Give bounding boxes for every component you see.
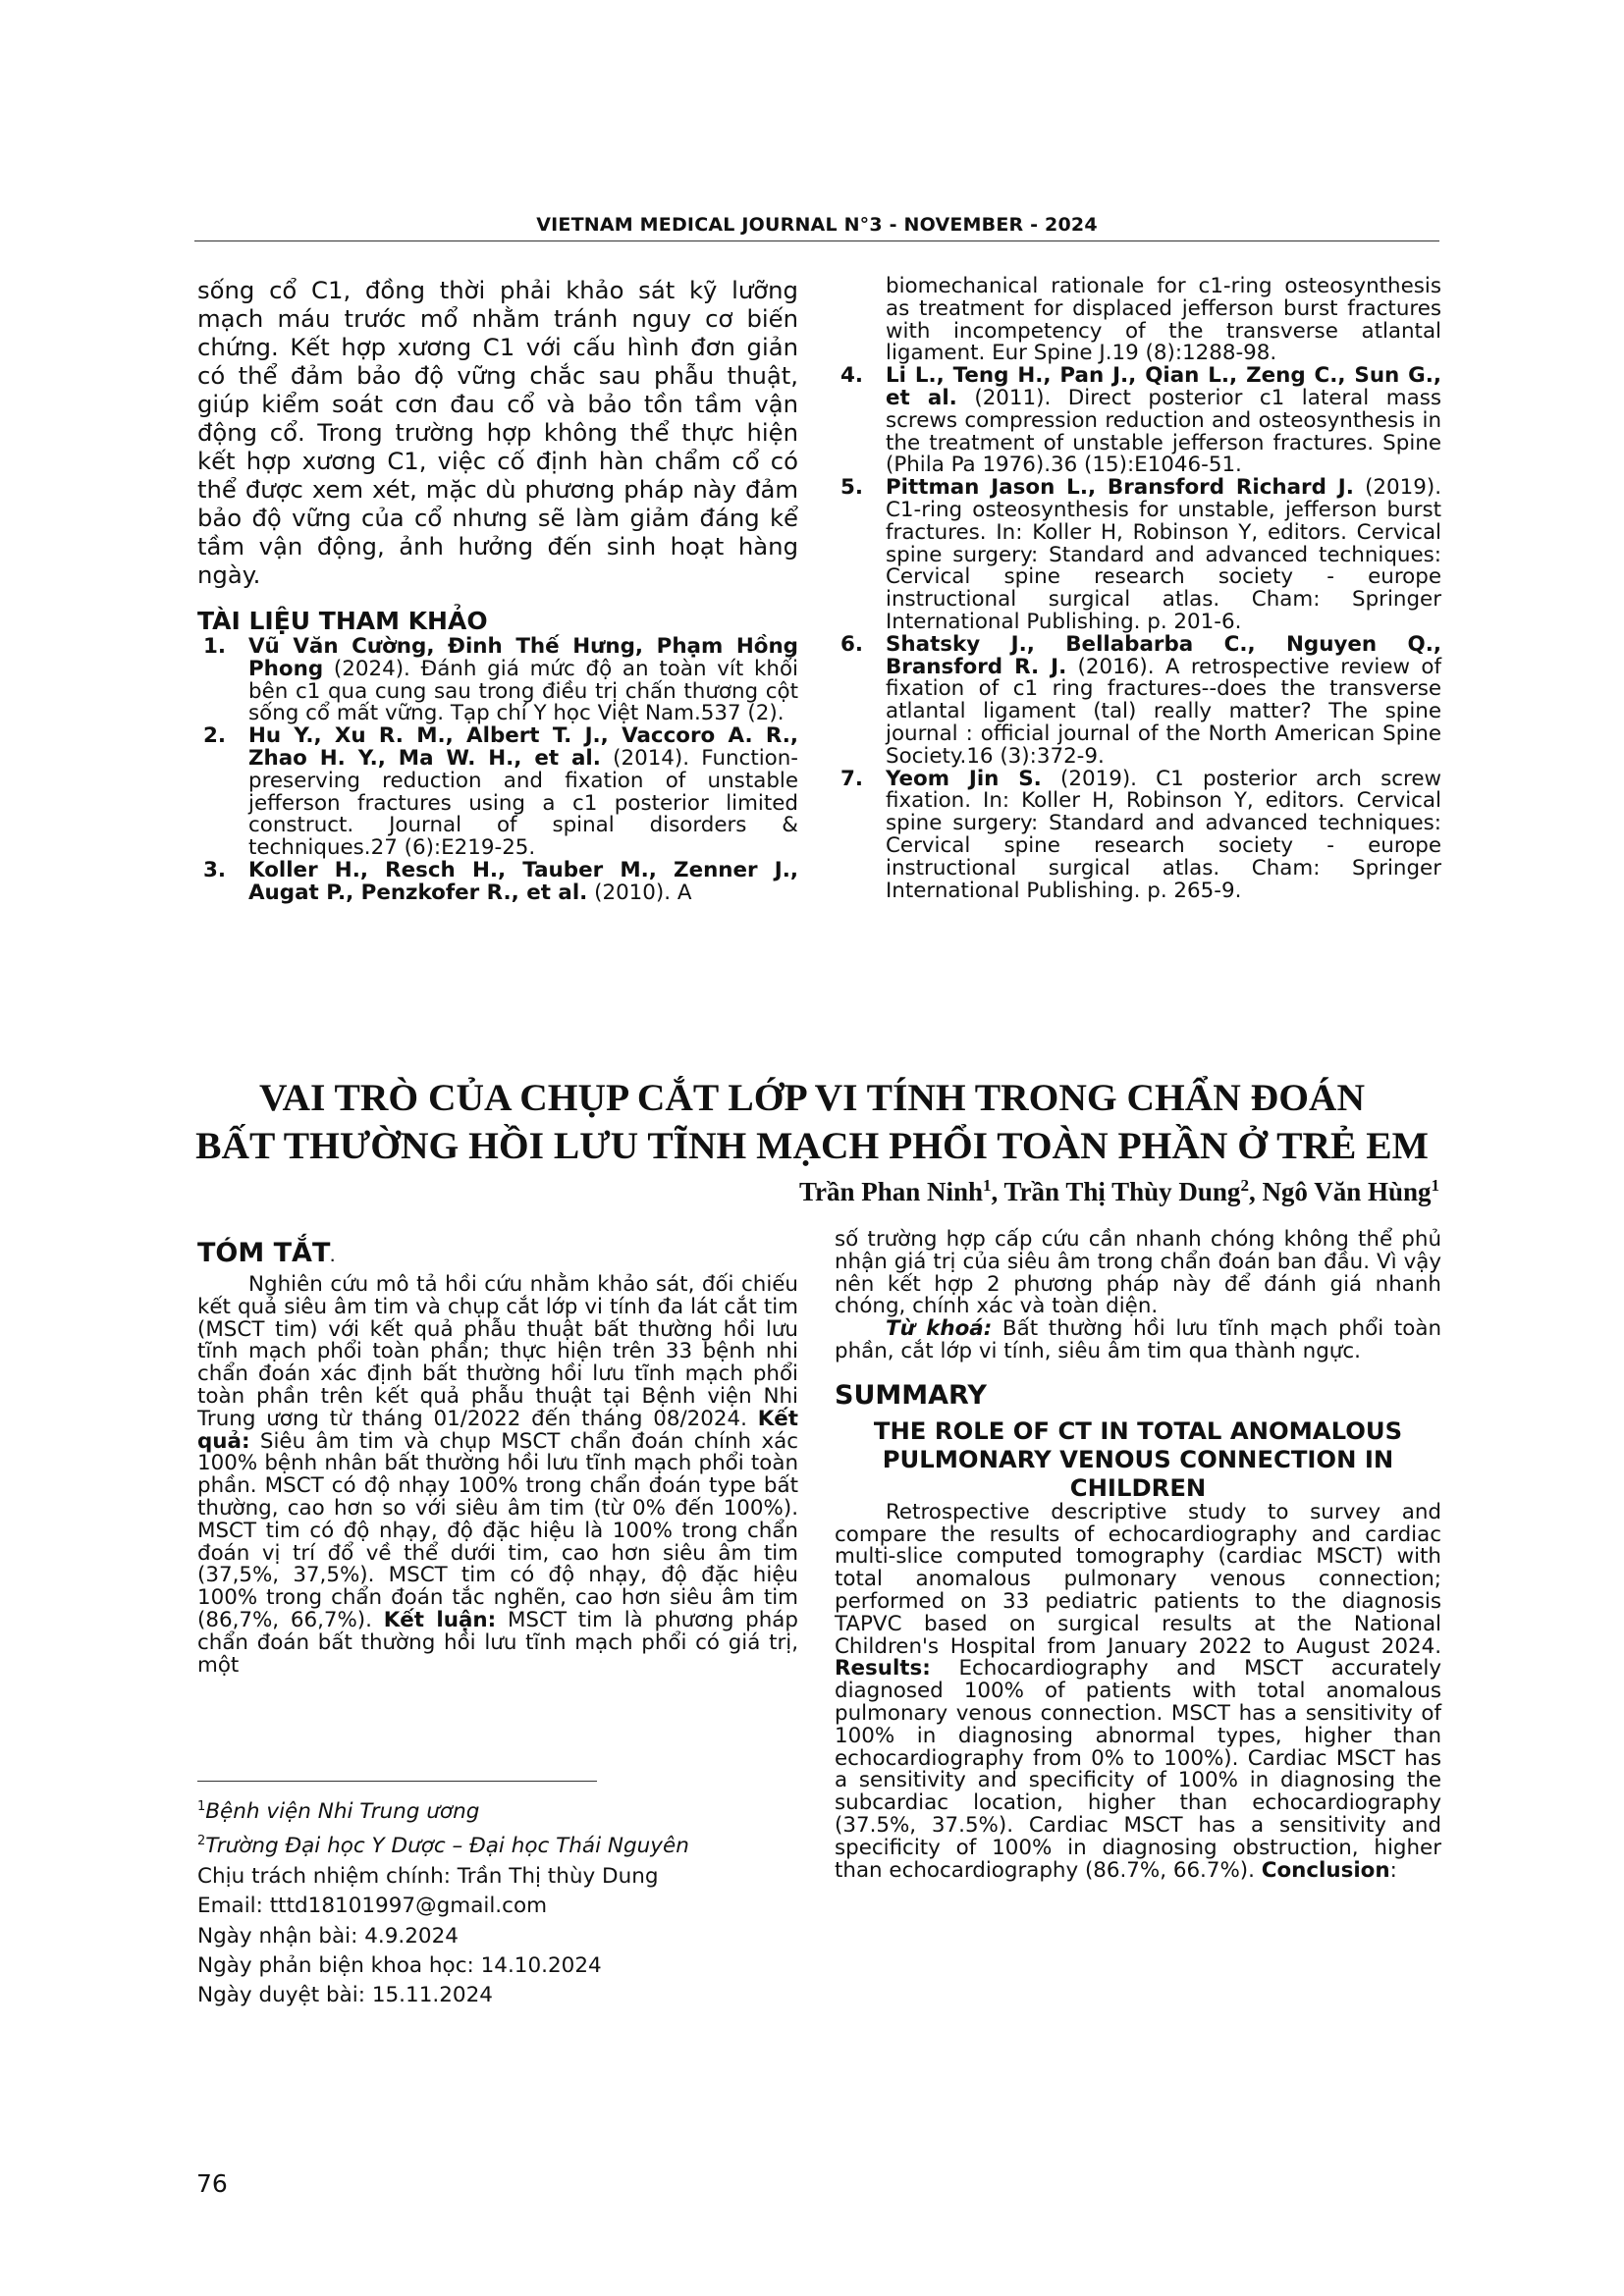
abstract-heading: TÓM TẮT. [197, 1238, 335, 1268]
top-left-column [197, 276, 798, 905]
discussion-paragraph: sống cổ C1, đồng thời phải khảo sát kỹ lưỡng mạch máu trước mổ nhằm tránh nguy cơ biến chứng. Kết hợp xương C1 với cấu hình đơn giản có thể đảm bảo độ vững chắc sau phẫu thuật, giúp kiểm soát cơn đau cổ và bảo tồn tầm vận động cổ. Trong trường hợp không thể thực hiện kết hợp xương C1, việc cố định hàn chẩm cổ có thể được xem xét, mặc dù phương pháp này đảm bảo độ vững của cổ nhưng sẽ làm giảm đáng kể tầm vận động, ảnh hưởng đến sinh hoạt hàng ngày. [197, 276, 798, 589]
article-title-line: BẤT THƯỜNG HỒI LƯU TĨNH MẠCH PHỔI TOÀN PHẦN Ở TRẺ EM [195, 1124, 1429, 1167]
journal-header: VIETNAM MEDICAL JOURNAL N°3 - NOVEMBER - 2024 [536, 214, 1098, 236]
author-name: Trần Thị Thùy Dung [1003, 1177, 1241, 1206]
date-accepted: Ngày duyệt bài: 15.11.2024 [197, 1983, 493, 2008]
abstract-continuation: số trường hợp cấp cứu cần nhanh chóng không thể phủ nhận giá trị của siêu âm trong chẩn đoán ban đầu. Vì vậy nên kết hợp 2 phương pháp này để đánh giá nhanh chóng, chính xác và toàn diện. [835, 1227, 1441, 1319]
email: Email: tttd18101997@gmail.com [197, 1894, 548, 1919]
article-title [147, 1074, 1477, 1170]
summary-title: THE ROLE OF CT IN TOTAL ANOMALOUS PULMONARY VENOUS CONNECTION IN CHILDREN [873, 1415, 1403, 1502]
header-rule [194, 240, 1439, 241]
summary-heading: SUMMARY [835, 1379, 987, 1411]
summary-paragraph: Retrospective descriptive study to survey and compare the results of echocardiography and cardiac multi-slice computed tomography (cardiac MSCT) with total anomalous pulmonary venous connection; performed on 33 pediatric patients to the diagnosis TAPVC based on surgical results at the National Children's Hospital from January 2022 to August 2024. Results: Echocardiography and MSCT accurately diagnosed 100% of patients with total anomalous pulmonary venous connection. MSCT has a sensitivity of 100% in diagnosing abnormal types, higher than echocardiography from 0% to 100%). Cardiac MSCT has a sensitivity and specificity of 100% in diagnosing the subcardiac location, higher than echocardiography (37.5%, 37.5%). Cardiac MSCT has a sensitivity and specificity of 100% in diagnosing obstruction, higher than echocardiography (86.7%, 66.7%). Conclusion: [835, 1499, 1441, 1883]
reference-item: 4. Li L., Teng H., Pan J., Qian L., Zeng C., Sun G., et al. (2011). Direct posterior c1 lateral mass screws compression reduction and osteosynthesis in the treatment of unstable jefferson fractures. Spine (Phila Pa 1976).36 (15):E1046-51. [840, 363, 1441, 478]
keywords: Từ khoá: Bất thường hồi lưu tĩnh mạch phổi toàn phần, cắt lớp vi tính, siêu âm tim qua thành ngực. [835, 1316, 1442, 1363]
reference-item: 6. Shatsky J., Bellabarba C., Nguyen Q., Bransford R. J. (2016). A retrospective review of fixation of c1 ring fractures--does the transverse atlantal ligament (tal) really matter? The spine journal : official journal of the North American Spine Society.16 (3):372-9. [840, 631, 1441, 769]
references-list-right [835, 276, 1441, 902]
article-title-line: VAI TRÒ CỦA CHỤP CẮT LỚP VI TÍNH TRONG CHẨN ĐOÁN [259, 1076, 1365, 1119]
date-received: Ngày nhận bài: 4.9.2024 [197, 1923, 459, 1949]
date-reviewed: Ngày phản biện khoa học: 14.10.2024 [197, 1952, 602, 1978]
reference-item: 2. Hu Y., Xu R. M., Albert T. J., Vaccoro A. R., Zhao H. Y., Ma W. H., et al. (2014). Function-preserving reduction and fixation of unstable jefferson fractures using a c1 posterior limited construct. Journal of spinal disorders & techniques.27 (6):E219-25. [203, 723, 799, 861]
affiliation-2: $^2$Trường Đại học Y Dược – Đại học Thái Nguyên [197, 1834, 689, 1859]
reference-item: 7. Yeom Jin S. (2019). C1 posterior arch screw fixation. In: Koller H, Robinson Y, editors. Cervical spine surgery: Standard and advanced techniques: Cervical spine research society - europe instructional surgical atlas. Cham: Springer International Publishing. p. 265-9. [840, 766, 1441, 903]
reference-continuation: biomechanical rationale for c1-ring osteosynthesis as treatment for displaced jefferson burst fractures with incompetency of the transverse atlantal ligament. Eur Spine J.19 (8):1288-98. [886, 274, 1441, 366]
abstract-paragraph: Nghiên cứu mô tả hồi cứu nhằm khảo sát, đối chiếu kết quả siêu âm tim và chụp cắt lớp vi tính đa lát cắt tim (MSCT tim) với kết quả phẫu thuật bất thường hồi lưu tĩnh mạch phổi toàn phần; thực hiện trên 33 bệnh nhi chẩn đoán xác định bất thường hồi lưu tĩnh mạch phổi toàn phần trên kết quả phẫu thuật tại Bệnh viện Nhi Trung ương từ tháng 01/2022 đến tháng 08/2024. Kết quả: Siêu âm tim và chụp MSCT chẩn đoán chính xác 100% bệnh nhân bất thường hồi lưu tĩnh mạch phổi toàn phần. MSCT có độ nhạy 100% trong chẩn đoán type bất thường, cao hơn so với siêu âm tim (từ 0% đến 100%). MSCT tim có độ nhạy, độ đặc hiệu là 100% trong chẩn đoán vị trí đổ về thể dưới tim, cao hơn siêu âm tim (37,5%, 37,5%). MSCT tim có độ nhạy, độ đặc hiệu 100% trong chẩn đoán tắc nghẽn, cao hơn siêu âm tim (86,7%, 66,7%). Kết luận: MSCT tim là phương pháp chẩn đoán bất thường hồi lưu tĩnh mạch phổi có giá trị, một [197, 1272, 798, 1678]
abstract-continuation-and-summary [835, 1229, 1441, 1882]
corresponding-author: Chịu trách nhiệm chính: Trần Thị thùy Dung [197, 1863, 659, 1889]
reference-item: 5. Pittman Jason L., Bransford Richard J. (2019). C1-ring osteosynthesis for unstable, jefferson burst fractures. In: Koller H, Robinson Y, editors. Cervical spine surgery: Standard and advanced techniques: Cervical spine research society - europe instructional surgical atlas. Cham: Springer International Publishing. p. 201-6. [840, 475, 1442, 634]
references-list-left [197, 636, 798, 905]
reference-item: 3. Koller H., Resch H., Tauber M., Zenner J., Augat P., Penzkofer R., et al. (2010). A [203, 857, 798, 905]
references-heading: TÀI LIỆU THAM KHẢO [197, 607, 488, 635]
author-list: Trần Phan Ninh$^1$, Trần Thị Thùy Dung$^2$, Ngô Văn Hùng$^1$ [798, 1176, 1439, 1206]
reference-item: 1. Vũ Văn Cường, Đinh Thế Hưng, Phạm Hồng Phong (2024). Đánh giá mức độ an toàn vít khối bên c1 qua cung sau trong điều trị chấn thương cột sống cổ mất vững. Tạp chí Y học Việt Nam.537 (2). [203, 634, 798, 726]
top-right-column [835, 276, 1441, 902]
abstract-vietnamese [197, 1237, 798, 1677]
footnote-rule [197, 1781, 597, 1782]
author-name: Ngô Văn Hùng [1262, 1177, 1432, 1206]
footnotes [197, 1792, 806, 2010]
affiliation-1: $^1$Bệnh viện Nhi Trung ương [197, 1799, 480, 1825]
page-number: 76 [196, 2169, 228, 2198]
author-name: Trần Phan Ninh [798, 1177, 984, 1206]
